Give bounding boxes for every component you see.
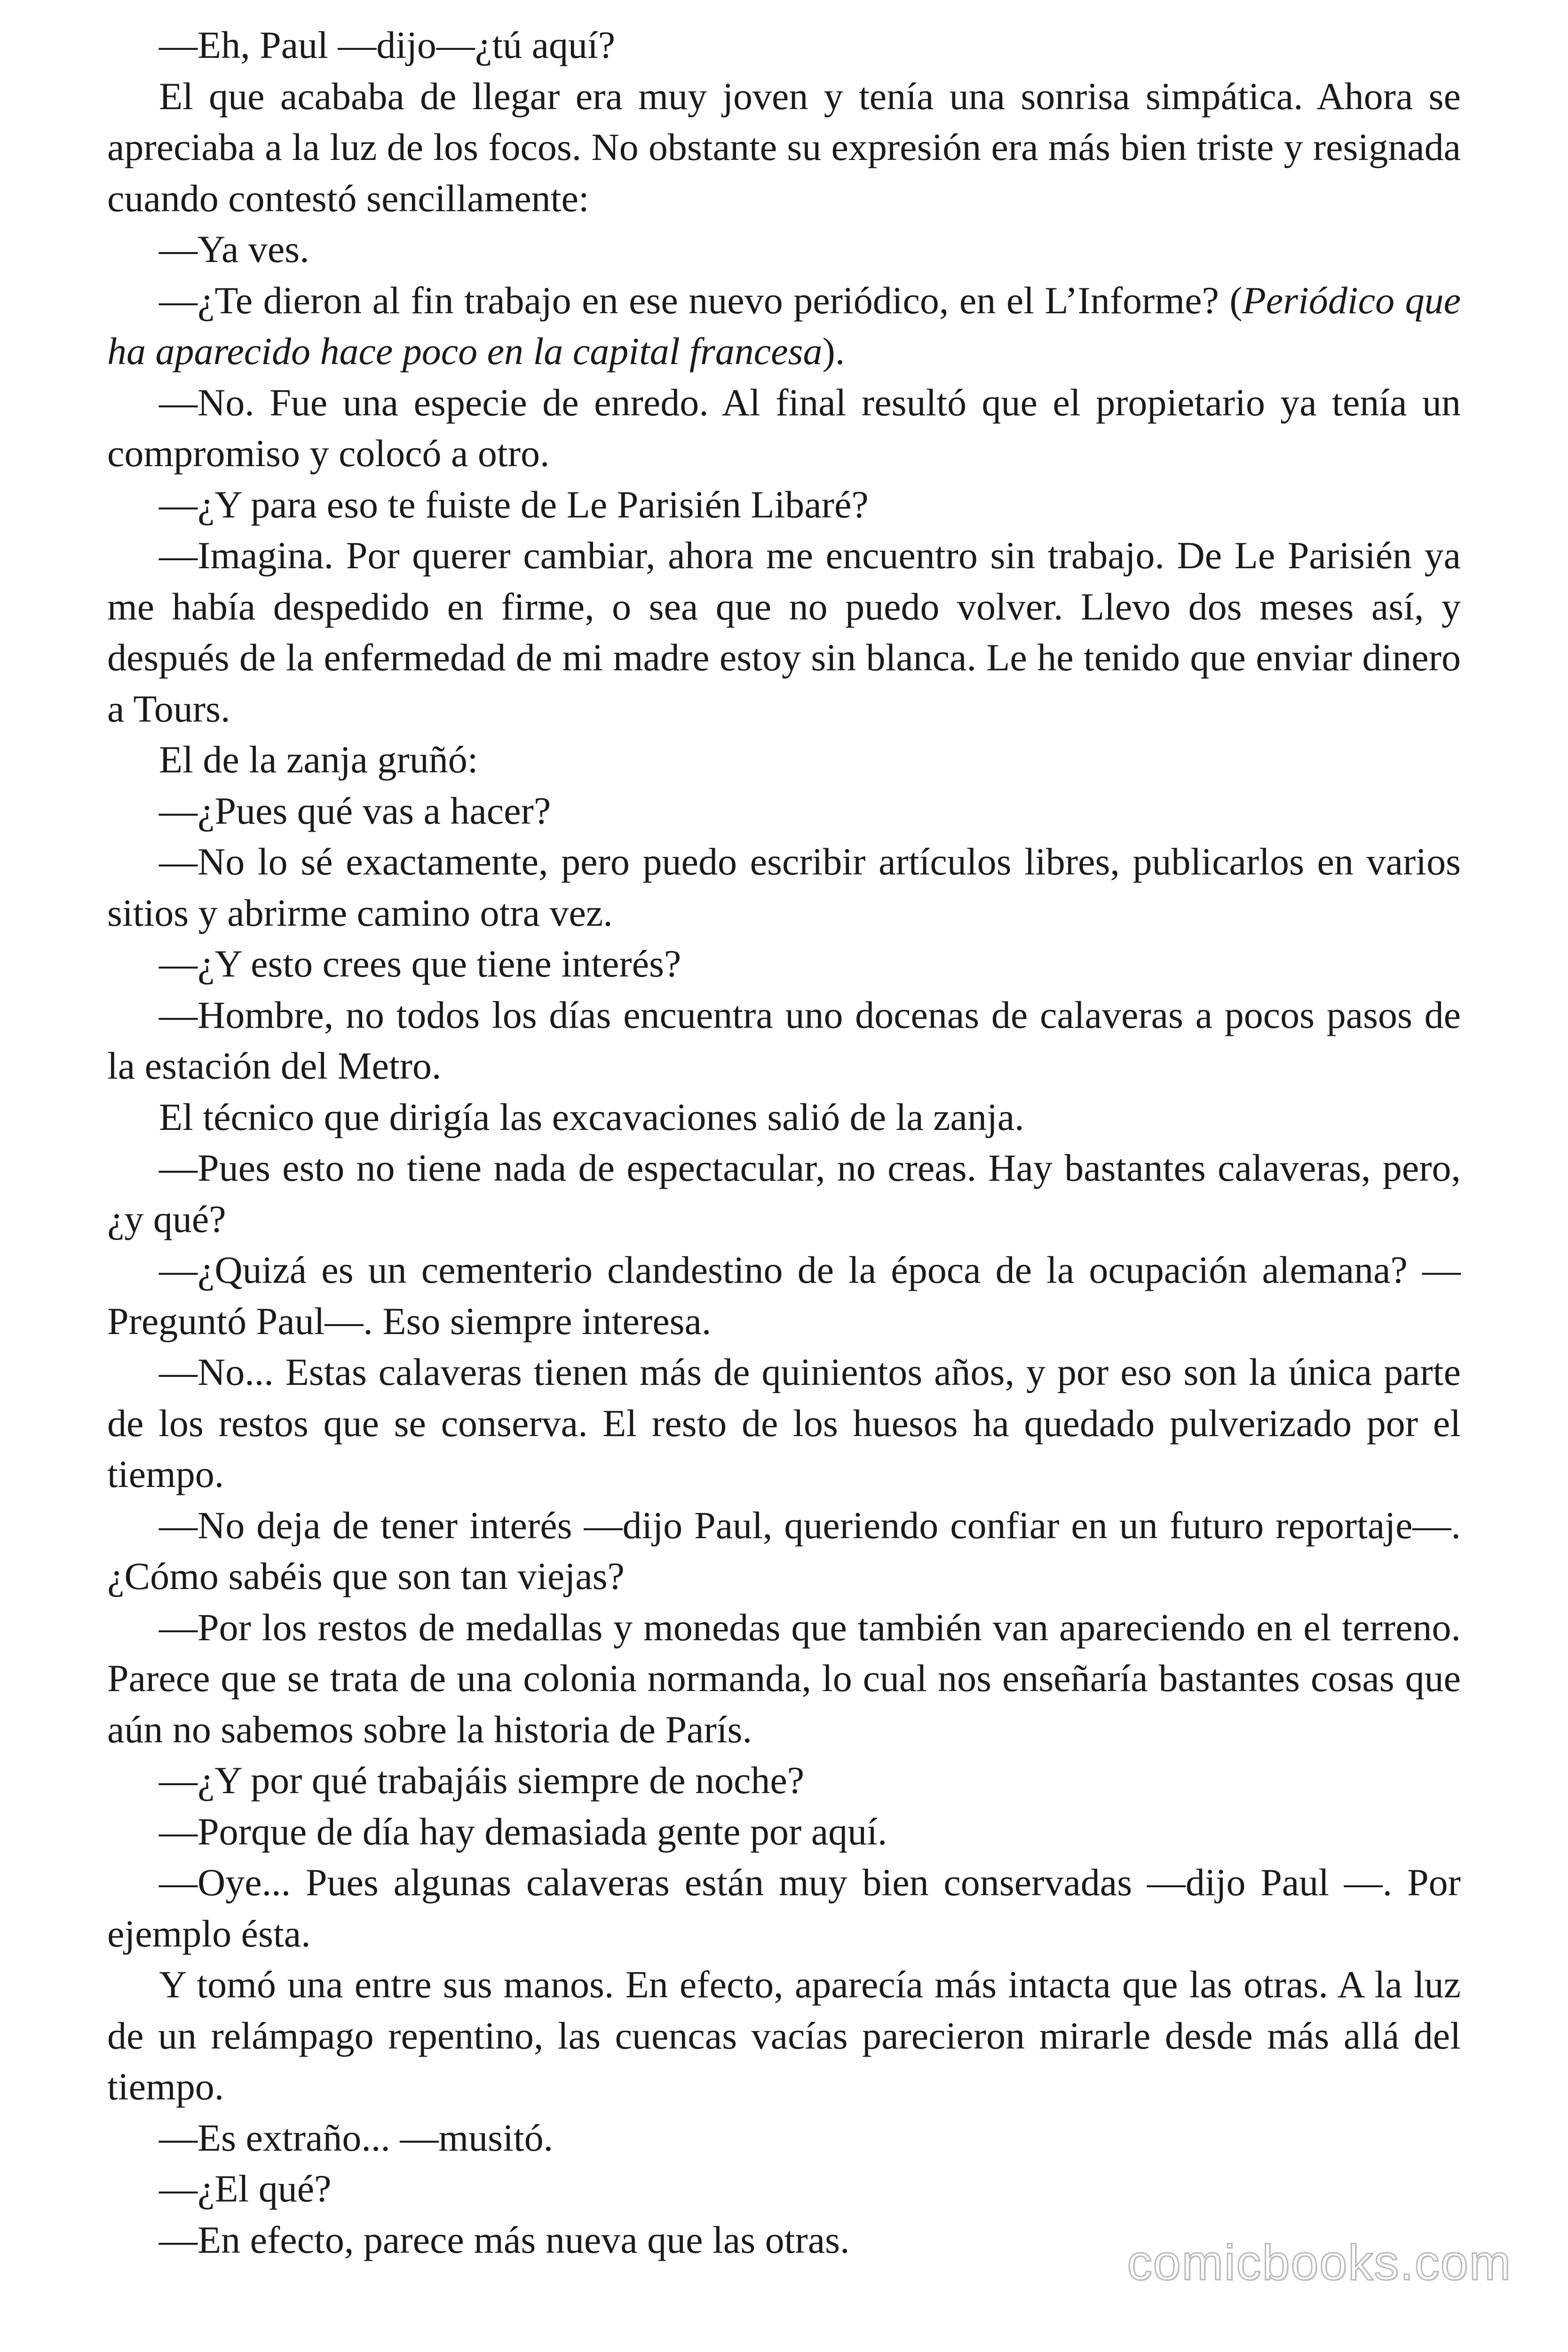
paragraph: —¿Pues qué vas a hacer? (159, 789, 551, 832)
paragraph: —No lo sé exactamente, pero puedo escribir artículos libres, publicarlos en varios sitios y abrirme camino otra vez. (107, 840, 1461, 934)
paragraph: —Es extraño... —musitó. (159, 2116, 554, 2159)
paragraph: Y tomó una entre sus manos. En efecto, aparecía más intacta que las otras. A la luz de un relámpago repentino, las cuencas vacías parecieron mirarle desde más allá del tiempo. (107, 1963, 1461, 2108)
paragraph: —Porque de día hay demasiada gente por aquí. (159, 1810, 887, 1853)
paragraph-text-end: ). (822, 330, 845, 373)
paragraph: —¿Y esto crees que tiene interés? (159, 942, 681, 985)
italic-note: Periódico que ha aparecido hace poco en la capital francesa (107, 278, 1461, 373)
paragraph-text: —¿Te dieron al fin trabajo en ese nuevo periódico, en el L’Informe? ( (159, 278, 1243, 322)
paragraph: —Imagina. Por querer cambiar, ahora me encuentro sin trabajo. De Le Parisién ya me había despedido en firme, o sea que no puedo volver. Llevo dos meses así, y después de la enfermedad de mi madre estoy sin blanca. Le he tenido que enviar dinero a Tours. (107, 534, 1461, 730)
paragraph: —No. Fue una especie de enredo. Al final resultó que el propietario ya tenía un compromiso y colocó a otro. (107, 381, 1461, 475)
paragraph: —Por los restos de medallas y monedas que también van apareciendo en el terreno. Parece que se trata de una colonia normanda, lo cual nos enseñaría bastantes cosas que aún no sabemos sobre la historia de París. (107, 1605, 1461, 1751)
paragraph: El de la zanja gruñó: (159, 738, 478, 781)
paragraph: —Hombre, no todos los días encuentra uno docenas de calaveras a pocos pasos de la estación del Metro. (107, 993, 1461, 1087)
paragraph: —¿El qué? (159, 2167, 332, 2210)
paragraph: —Eh, Paul —dijo—¿tú aquí? (159, 24, 616, 66)
paragraph: El técnico que dirigía las excavaciones salió de la zanja. (159, 1095, 1024, 1138)
paragraph: —No... Estas calaveras tienen más de quinientos años, y por eso son la única parte de los restos que se conserva. El resto de los huesos ha quedado pulverizado por el tiempo. (107, 1351, 1461, 1495)
paragraph: —En efecto, parece más nueva que las otras. (159, 2218, 850, 2261)
paragraph: El que acababa de llegar era muy joven y tenía una sonrisa simpática. Ahora se apreciaba a la luz de los focos. No obstante su expresión era más bien triste y resignada cuando contestó sencillamente: (107, 74, 1461, 220)
paragraph: —No deja de tener interés —dijo Paul, queriendo confiar en un futuro reportaje—. ¿Cómo sabéis que son tan viejas? (107, 1503, 1461, 1597)
paragraph (107, 275, 1461, 377)
paragraph: —Ya ves. (159, 228, 309, 270)
paragraph: —¿Quizá es un cementerio clandestino de la época de la ocupación alemana? —Preguntó Paul—. Eso siempre interesa. (107, 1248, 1461, 1343)
paragraph: —¿Y para eso te fuiste de Le Parisién Libaré? (159, 483, 869, 526)
page-text (107, 20, 1461, 2265)
watermark-text: comicbooks.com (1127, 2235, 1512, 2290)
paragraph: —¿Y por qué trabajáis siempre de noche? (159, 1759, 805, 1802)
paragraph: —Pues esto no tiene nada de espectacular, no creas. Hay bastantes calaveras, pero, ¿y qué? (107, 1146, 1461, 1240)
paragraph: —Oye... Pues algunas calaveras están muy bien conservadas —dijo Paul —. Por ejemplo ésta. (107, 1861, 1461, 1955)
